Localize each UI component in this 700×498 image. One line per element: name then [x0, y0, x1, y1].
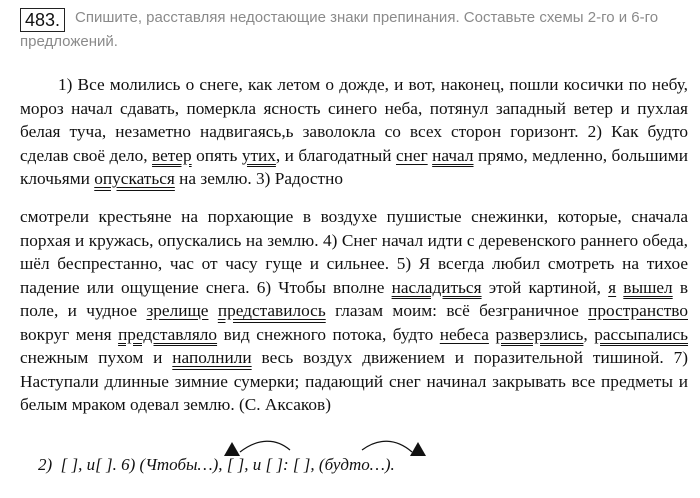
- predicate-word: представилось: [217, 301, 326, 320]
- subject-word: я: [608, 277, 617, 297]
- text-segment: 1) Все молились о снеге, как летом о дожде, и вот, наконец, пошли косички по небу, мороз начал сдавать, померкла ясность синего неба, потянул западный ветер и пухлая белая туча, незаметно надвигаясь,ь заволокла со всех сторон горизонт. 2) Как будто сделав своё дело,: [20, 75, 688, 165]
- text-segment: весь воздух движением и поразительной тишиной. 7) Наступали длинные зимние сумерки; падающий снег начинал закрывать все предметы и белым мраком одевал землю. (С. Аксаков): [20, 348, 688, 414]
- scheme-triangle-right: [410, 442, 426, 456]
- scheme-arc-left: [240, 441, 290, 452]
- paragraph-2: [20, 205, 688, 417]
- text-segment: опять: [191, 145, 242, 165]
- text-segment: снежным пухом и: [20, 348, 173, 367]
- exercise-header: [20, 8, 690, 51]
- subject-word: небеса: [439, 324, 489, 344]
- scheme-triangle-left: [224, 442, 240, 456]
- text-segment: этой картиной,: [481, 277, 609, 297]
- text-segment: в поле, и чудное: [20, 277, 688, 320]
- subject-word: зрелище: [146, 301, 209, 320]
- predicate-word: опускаться: [94, 169, 175, 188]
- text-segment: [208, 301, 217, 320]
- predicate-word: наполнили: [172, 348, 252, 367]
- predicate-word: ветер: [152, 145, 192, 165]
- text-segment: ,: [583, 324, 595, 344]
- text-segment: глазам моим: всё безграничное: [325, 301, 589, 320]
- exercise-number: 483.: [20, 8, 65, 32]
- text-segment: смотрели крестьяне на порхающие в воздухе пушистые снежинки, которые, сначала порхая и кружась, опускались на землю. 4) Снег начал идти с деревенского раннего обеда, шёл беспрестанно, час от часу гуще и сильнее. 5) Я всегда любил смотреть на тихое падение или ощущение снега. 6) Чтобы вполне: [20, 207, 688, 297]
- predicate-word: начал: [432, 145, 474, 165]
- text-segment: на землю. 3) Радостно: [174, 169, 343, 188]
- predicate-word: представляло: [118, 324, 218, 344]
- text-segment: вокруг меня: [20, 324, 119, 344]
- scheme-arc-right: [362, 441, 412, 452]
- predicate-word: рассыпались: [594, 324, 689, 344]
- text-segment: вид снежного потока, будто: [217, 324, 440, 344]
- scheme-line: 2) [ ], и[ ]. 6) (Чтобы…), [ ], и [ ]: [ ], (будто…).: [38, 455, 395, 474]
- predicate-word: утих: [241, 145, 276, 165]
- text-segment: , и благодатный: [275, 145, 396, 165]
- predicate-word: разверзлись: [495, 324, 584, 344]
- paragraph-1: [20, 73, 688, 191]
- subject-word: снег: [395, 145, 428, 165]
- predicate-word: насладиться: [391, 277, 482, 297]
- exercise-task: Спишите, расставляя недостающие знаки препинания. Составьте схемы 2-го и 6-го предложений.: [20, 9, 659, 50]
- subject-word: пространство: [588, 301, 688, 320]
- text-segment: прямо, медленно, большими клочьями: [20, 145, 688, 188]
- predicate-word: вышел: [623, 277, 673, 297]
